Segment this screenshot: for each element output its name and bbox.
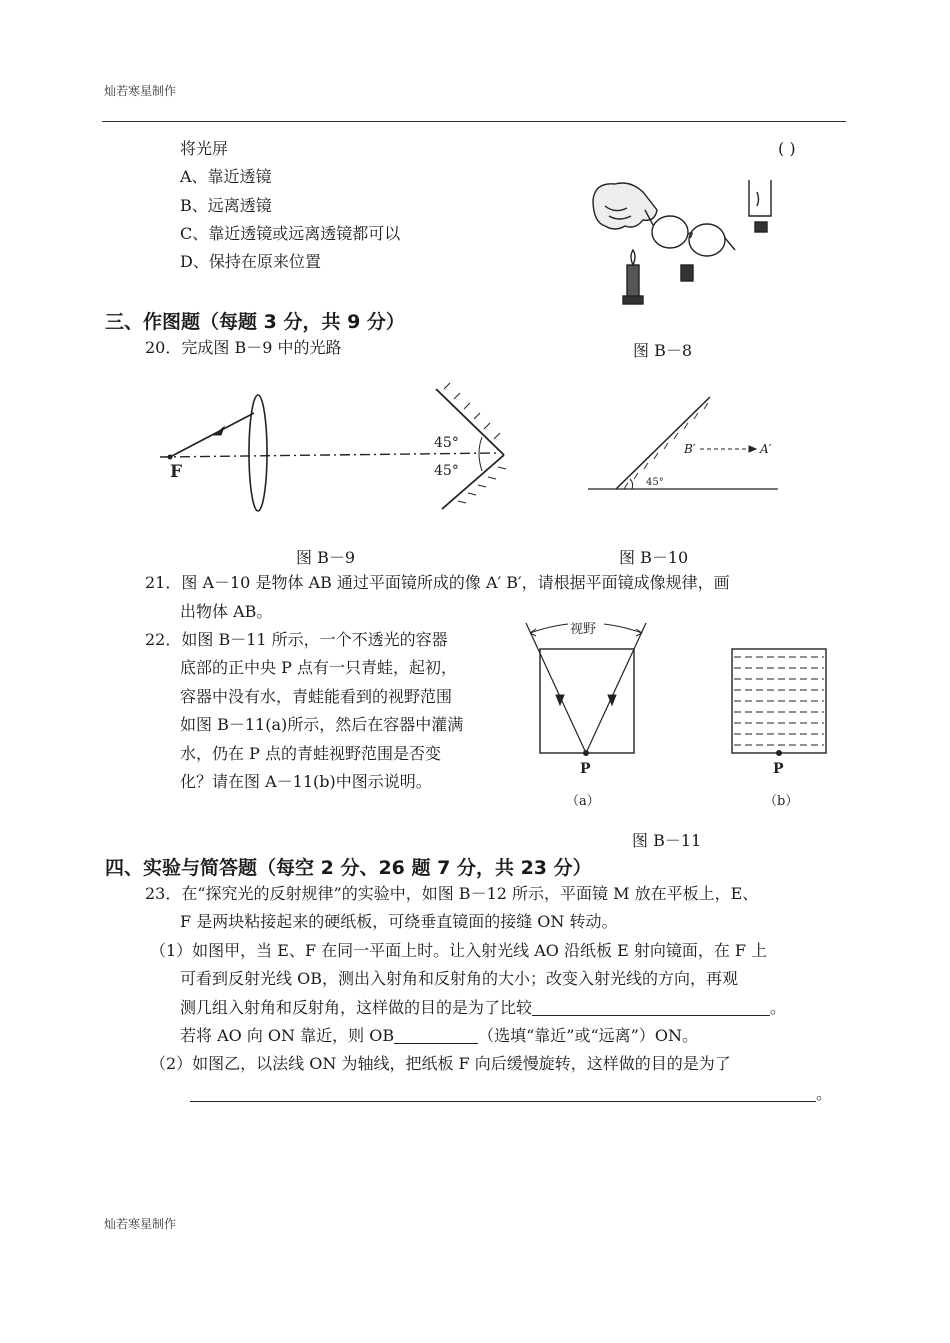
footer-maker: 灿若寒星制作	[104, 1217, 177, 1231]
figure-b9-caption: 图 B－9	[296, 548, 356, 567]
q20-text: 20．完成图 B－9 中的光路	[145, 338, 342, 357]
q23-line1: 23．在“探究光的反射规律”的实验中，如图 B－12 所示，平面镜 M 放在平板上，E、	[145, 884, 759, 903]
q23-p2-line1: （2）如图乙，以法线 ON 为轴线，把纸板 F 向后缓慢旋转，这样做的目的是为了	[150, 1054, 731, 1073]
header-maker: 灿若寒星制作	[104, 84, 177, 98]
q22-line5: 水，仍在 P 点的青蛙视野范围是否变	[180, 744, 441, 763]
figure-b10-caption: 图 B－10	[619, 548, 689, 567]
figure-b9-diagram	[158, 385, 518, 520]
figure-b8-caption: 图 B－8	[633, 341, 693, 360]
subfig-b-label: （b）	[764, 794, 799, 809]
section4-title: 四、实验与简答题（每空 2 分、26 题 7 分，共 23 分）	[105, 857, 592, 879]
q19-option-d: D、保持在原来位置	[180, 252, 321, 271]
angle-label: 45°	[646, 477, 664, 488]
q23-p1-line4b: （选填“靠近”或“远离”）ON。	[478, 1026, 698, 1045]
figure-b8-illustration	[585, 170, 785, 320]
focal-point-label: F	[170, 462, 183, 482]
q23-p1-line3-end: 。	[770, 998, 787, 1017]
view-label: 视野	[570, 622, 597, 637]
incident-ray	[170, 413, 254, 457]
figure-b10-diagram	[588, 393, 783, 498]
q19-answer-bracket: ( )	[778, 139, 796, 158]
q19-option-b: B、远离透镜	[180, 196, 272, 215]
plane-mirror	[616, 397, 710, 489]
water-lines	[734, 657, 824, 745]
view-ray-left	[526, 623, 586, 753]
figure-b11a-diagram	[522, 615, 652, 815]
point-p-a: P	[580, 761, 591, 777]
answer-blank-purpose[interactable]	[190, 1085, 816, 1102]
container-a	[540, 649, 634, 753]
header-rule	[102, 121, 846, 122]
q23-p1-line3: 测几组入射角和反射角，这样做的目的是为了比较	[180, 998, 533, 1017]
view-ray-right	[586, 623, 646, 753]
subfig-a-label: （a）	[566, 794, 600, 809]
angle-label-top: 45°	[434, 435, 459, 451]
q22-line6: 化？请在图 A－11(b)中图示说明。	[180, 772, 432, 791]
q22-line4: 如图 B－11(a)所示，然后在容器中灌满	[180, 715, 464, 734]
q19-option-c: C、靠近透镜或远离透镜都可以	[180, 224, 401, 243]
q22-line3: 容器中没有水，青蛙能看到的视野范围	[180, 687, 453, 706]
q23-p2-end: 。	[816, 1084, 833, 1103]
label-a-prime: A′	[760, 442, 772, 456]
section3-title: 三、作图题（每题 3 分，共 9 分）	[105, 311, 405, 333]
q23-p1-line4a: 若将 AO 向 ON 靠近，则 OB	[180, 1026, 395, 1045]
figure-b11b-diagram	[724, 645, 834, 810]
point-p-b: P	[773, 761, 784, 777]
figure-b11-caption: 图 B－11	[632, 831, 702, 850]
q22-line1: 22．如图 B－11 所示，一个不透光的容器	[145, 630, 448, 649]
q21-line1: 21．图 A－10 是物体 AB 通过平面镜所成的像 A′ B′，请根据平面镜成像规律，画	[145, 573, 730, 592]
answer-blank-ob[interactable]	[394, 1027, 478, 1044]
q23-p1-line1: （1）如图甲，当 E、F 在同一平面上时。让入射光线 AO 沿纸板 E 射向镜面，在 F 上	[150, 941, 768, 960]
q22-line2: 底部的正中央 P 点有一只青蛙，起初，	[180, 658, 457, 677]
q21-line2: 出物体 AB。	[180, 602, 273, 621]
convex-lens	[249, 395, 267, 511]
q19-option-a: A、靠近透镜	[180, 167, 272, 186]
angle-label-bottom: 45°	[434, 463, 459, 479]
q23-line2: F 是两块粘接起来的硬纸板，可绕垂直镜面的接缝 ON 转动。	[180, 912, 618, 931]
q23-p1-line2: 可看到反射光线 OB，测出入射角和反射角的大小；改变入射光线的方向，再观	[180, 969, 738, 988]
label-b-prime: B′	[684, 442, 696, 456]
q19-stem: 将光屏	[180, 139, 229, 158]
answer-blank-compare[interactable]	[532, 999, 770, 1016]
